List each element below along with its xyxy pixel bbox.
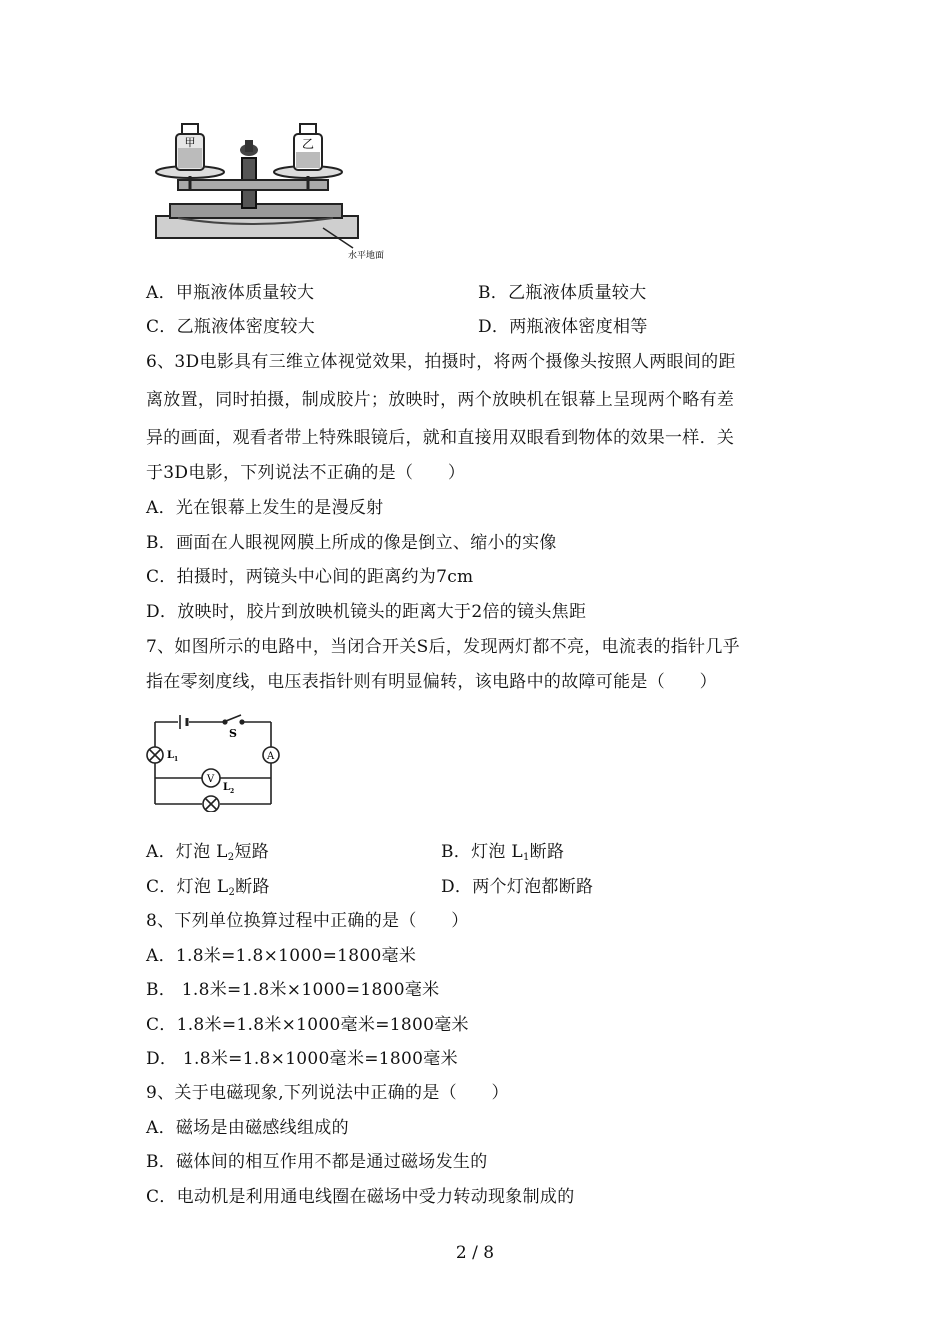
q8-option-d: D． 1.8米=1.8×1000毫米=1800毫米 [146,1049,458,1069]
q6-option-c: C．拍摄时，两镜头中心间的距离约为7cm [146,567,474,587]
lamp2-label: $L_2$ [223,782,235,795]
q5-option-b: B．乙瓶液体质量较大 [478,283,647,303]
right-bottle-label: 乙 [301,137,315,151]
q6-stem-line-1: 6、3D电影具有三维立体视觉效果，拍摄时，将两个摄像头按照人两眼间的距 [146,352,736,372]
q8-option-a: A．1.8米=1.8×1000=1800毫米 [146,946,417,966]
page-number: 2 / 8 [455,1243,495,1263]
q5-option-c: C．乙瓶液体密度较大 [146,317,316,337]
q7-option-d: D．两个灯泡都断路 [441,877,594,897]
lamp1-label: $L_1$ [167,750,179,763]
q8-question: 8、下列单位换算过程中正确的是（ ） [146,911,469,931]
q6-option-a: A．光在银幕上发生的是漫反射 [146,498,384,518]
balance-figure [148,120,408,265]
q7-stem-line-1: 7、如图所示的电路中，当闭合开关S后，发现两灯都不亮，电流表的指针几乎 [146,637,740,657]
q9-option-c: C．电动机是利用通电线圈在磁场中受力转动现象制成的 [146,1187,575,1207]
q6-option-d: D．放映时，胶片到放映机镜头的距离大于2倍的镜头焦距 [146,602,587,622]
q5-option-d: D．两瓶液体密度相等 [478,317,648,337]
switch-label: S [229,727,237,740]
q7-option-c: C．灯泡 $L_2$断路 [146,877,270,898]
q9-question: 9、关于电磁现象,下列说法中正确的是（ ） [146,1083,509,1103]
ammeter-label: A [267,751,275,762]
q9-option-a: A．磁场是由磁感线组成的 [146,1118,349,1138]
q8-option-b: B． 1.8米=1.8米×1000=1800毫米 [146,980,440,1000]
q6-stem-line-2: 离放置，同时拍摄，制成胶片；放映时，两个放映机在银幕上呈现两个略有差 [146,390,735,410]
q6-stem-line-4: 于3D电影，下列说法不正确的是（ ） [146,463,466,483]
left-bottle-label: 甲 [184,136,196,149]
q6-option-b: B．画面在人眼视网膜上所成的像是倒立、缩小的实像 [146,533,557,553]
q9-option-b: B．磁体间的相互作用不都是通过磁场发生的 [146,1152,488,1172]
voltmeter-label: V [207,774,215,785]
q5-option-a: A．甲瓶液体质量较大 [146,283,315,303]
q7-stem-line-2: 指在零刻度线，电压表指针则有明显偏转，该电路中的故障可能是（ ） [146,672,717,692]
ground-caption: 水平地面 [348,251,385,261]
q7-option-b: B．灯泡 $L_1$断路 [441,842,565,863]
q8-option-c: C．1.8米=1.8米×1000毫米=1800毫米 [146,1015,469,1035]
circuit-figure [143,712,283,812]
q7-option-a: A．灯泡 $L_2$短路 [146,842,270,863]
q6-stem-line-3: 异的画面，观看者带上特殊眼镜后，就和直接用双眼看到物体的效果一样．关 [146,428,735,448]
